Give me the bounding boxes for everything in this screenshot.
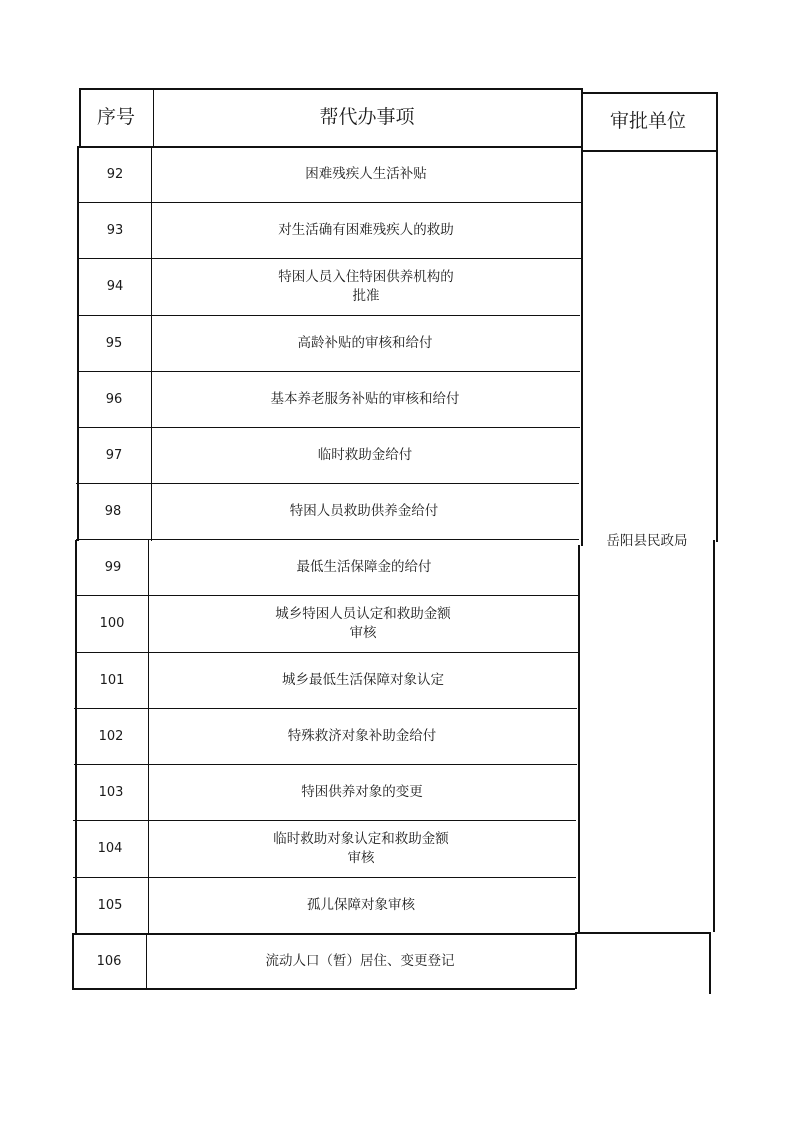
header-unit: 审批单位: [609, 109, 686, 132]
table-rule: [79, 88, 582, 90]
table-rule: [74, 764, 577, 765]
row-100-item: 城乡特困人员认定和救助金额 审核: [275, 605, 451, 641]
table-rule: [578, 545, 580, 933]
row-95-item: 高龄补贴的审核和给付: [297, 334, 433, 351]
table-rule: [148, 540, 149, 935]
table-rule: [78, 146, 581, 148]
header-seq: 序号: [96, 105, 135, 128]
table-rule: [78, 258, 581, 259]
row-96-item: 基本养老服务补贴的审核和给付: [270, 390, 460, 407]
row-104-seq: 104: [97, 841, 123, 856]
row-104-item: 临时救助对象认定和救助金额 审核: [273, 830, 449, 866]
table-rule: [77, 427, 580, 428]
table-rule: [581, 88, 583, 546]
table-rule: [72, 933, 74, 989]
row-92-item: 困难残疾人生活补贴: [305, 165, 427, 182]
row-93-seq: 93: [106, 222, 124, 238]
table-rule: [79, 88, 81, 146]
table-rule: [153, 88, 154, 146]
row-103-item: 特困供养对象的变更: [301, 783, 423, 800]
table-rule: [77, 371, 580, 372]
row-101-seq: 101: [99, 672, 125, 688]
row-106-seq: 106: [96, 953, 122, 969]
table-rule: [74, 708, 577, 709]
row-100-seq: 100: [99, 616, 125, 631]
table-rule: [75, 540, 77, 935]
table-rule: [581, 150, 716, 152]
row-98-item: 特困人员救助供养金给付: [289, 502, 439, 519]
table-rule: [75, 652, 578, 653]
table-rule: [709, 932, 711, 994]
table-rule: [582, 92, 717, 94]
row-106-item: 流动人口（暂）居住、变更登记: [265, 952, 455, 969]
row-102-item: 特殊救济对象补助金给付: [287, 727, 437, 744]
table-rule: [77, 315, 580, 316]
table-rule: [713, 540, 715, 932]
row-92-seq: 92: [106, 166, 124, 182]
row-105-seq: 105: [97, 897, 123, 913]
row-98-seq: 98: [104, 503, 122, 519]
approval-unit-cell: 岳阳县民政局: [606, 532, 688, 549]
row-94-item: 特困人员入住特困供养机构的 批准: [278, 268, 454, 304]
row-93-item: 对生活确有困难残疾人的救助: [278, 221, 454, 238]
header-item: 帮代办事项: [319, 105, 415, 128]
row-94-seq: 94: [106, 279, 124, 294]
table-rule: [151, 146, 152, 541]
table-rule: [72, 988, 575, 990]
row-97-seq: 97: [105, 447, 123, 463]
table-rule: [576, 932, 711, 934]
row-99-item: 最低生活保障金的给付: [296, 558, 432, 575]
row-95-seq: 95: [105, 335, 123, 351]
row-97-item: 临时救助金给付: [317, 446, 413, 463]
table-rule: [575, 932, 577, 989]
row-99-seq: 99: [104, 559, 122, 575]
row-105-item: 孤儿保障对象审核: [307, 896, 415, 913]
table-rule: [75, 595, 578, 596]
table-rule: [716, 92, 718, 542]
table-rule: [146, 933, 147, 989]
row-96-seq: 96: [105, 391, 123, 407]
row-102-seq: 102: [98, 728, 124, 744]
table-rule: [78, 202, 581, 203]
row-103-seq: 103: [98, 784, 124, 800]
row-101-item: 城乡最低生活保障对象认定: [282, 671, 444, 688]
table-rule: [77, 146, 79, 541]
